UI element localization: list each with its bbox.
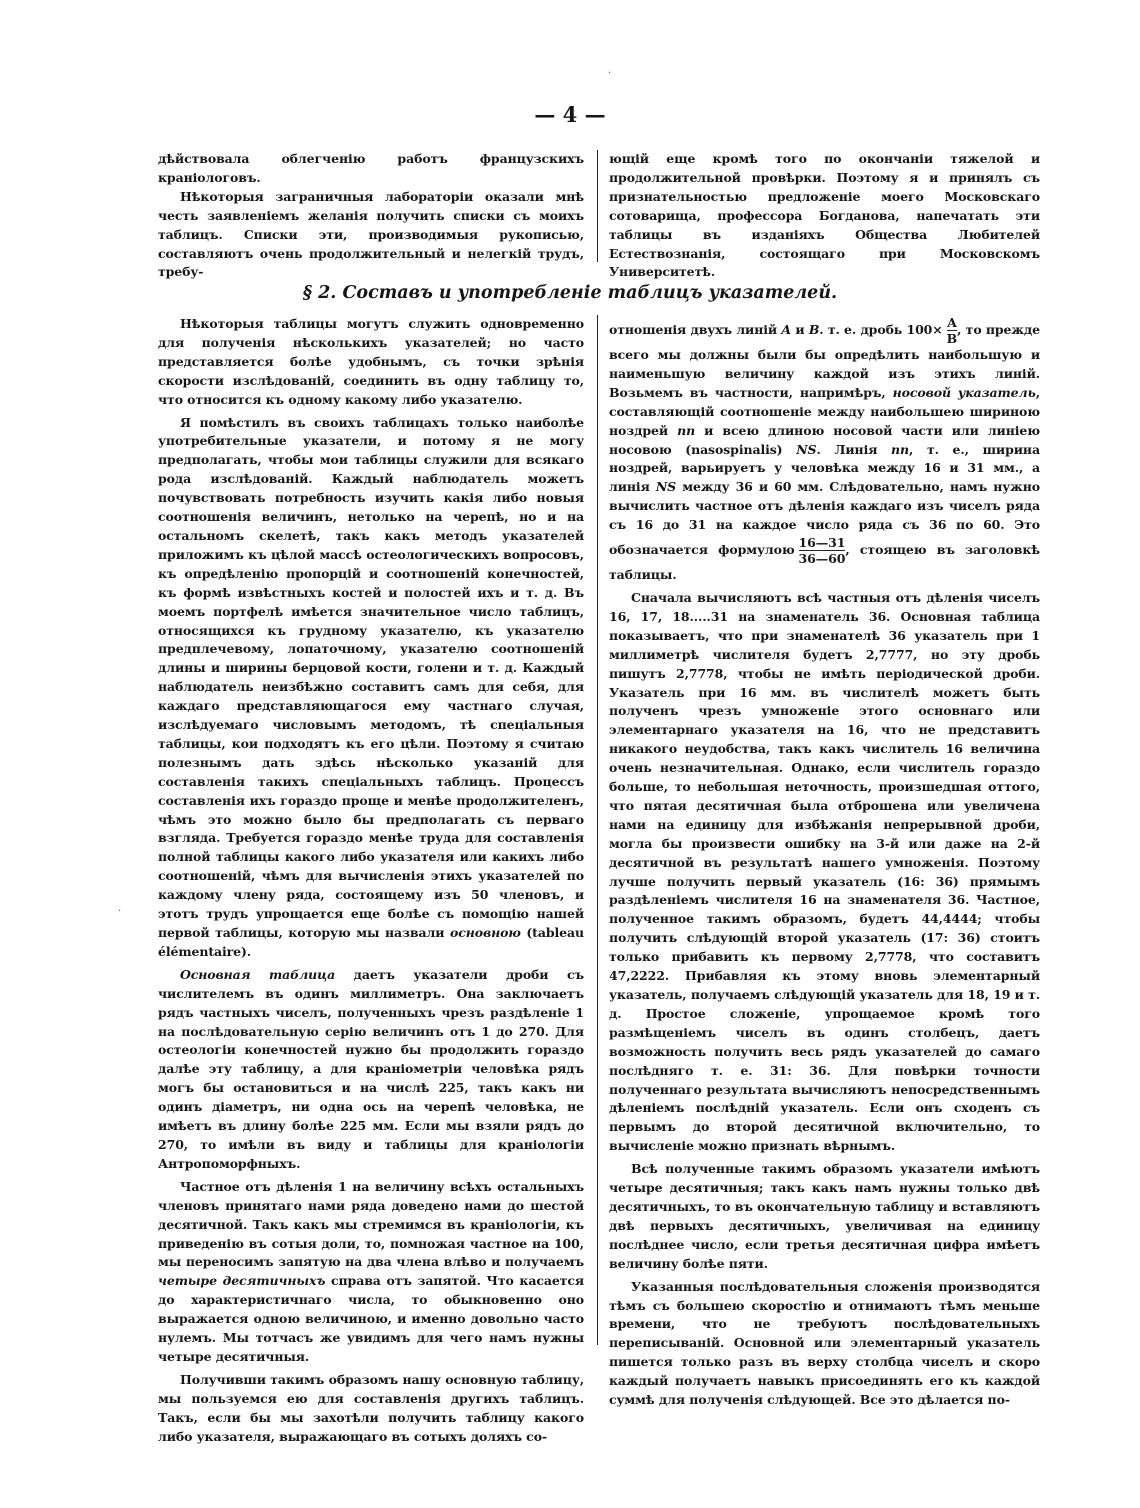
text-run: , составляющій соотношеніе между наибольшею шириною ноздрей <box>609 384 1040 438</box>
paragraph <box>158 1178 584 1367</box>
text-run: т. е. дробь 100× <box>827 322 943 337</box>
right-column <box>609 315 1040 1410</box>
text-run: , то прежде всего мы должны были бы опредѣлить наибольшую и наименьшую величину каждой изъ этихъ линій. Возьмемъ въ частности, напримѣръ, <box>609 322 1041 400</box>
paragraph <box>158 414 584 962</box>
text-run: , т. е., ширина ноздрей, варьируетъ у человѣка между 16 и 31 мм., а линія <box>609 441 1040 495</box>
text-run: , стоящею въ заголовкѣ таблицы. <box>609 542 1040 583</box>
fraction-range <box>799 535 846 566</box>
text-run: справа отъ запятой. Что касается до характеристичнаго числа, то обыкновенно оно выражается одною величиною, и именно довольно часто нулемъ. Мы тотчасъ же увидимъ для чего намъ нужны четыре десятичныя. <box>158 1273 584 1364</box>
page-number: — 4 — <box>534 102 606 127</box>
italic-term: Основная таблица <box>180 966 336 982</box>
text-run: Я помѣстилъ въ своихъ таблицахъ только наиболѣе употребительные указатели, и потому я не могу предполагать, чтобы мои таблицы служили для всякаго рода изслѣдованій. Каждый наблюдатель можетъ почувствовать потребность изучить какія либо новыя соотношенія величинъ, нетолько на черепѣ, но и на остальномъ скелетѣ, такъ какъ методъ указателей приложимъ къ цѣлой массѣ остеологическихъ вопросовъ, къ опредѣленію пропорцій и соотношеній конечностей, къ формѣ извѣстныхъ костей и полостей ихъ и т. д. Въ моемъ портфелѣ имѣется значительное число таблицъ, относящихся къ грудному указателю, къ указателю предплечевому, лопаточному, указателю соотношеній длины и ширины берцовой кости, голени и т. д. Каждый наблюдатель неизбѣжно составитъ самъ для себя, для каждаго представляющагося ему частнаго случая, изслѣдуемаго числовымъ методомъ, тѣ спеціальныя таблицы, кои подходятъ къ его цѣли. Поэтому я считаю полезнымъ дать здѣсь нѣсколько указаній для составленія такихъ спеціальныхъ таблицъ. Процессъ составленія ихъ гораздо проще и менѣе продолжителенъ, чѣмъ это можно было бы предполагать съ перваго взгляда. Требуется гораздо менѣе труда для составленія полной таблицы какого либо указателя или какихъ либо соотношеній, чѣмъ для вычисленія этихъ указателей по каждому члену ряда, состоящему изъ 50 членовъ, и этотъ трудъ упрощается еще болѣе съ помощію нашей первой таблицы, которую мы назвали <box>158 414 584 940</box>
variable: B <box>808 322 820 337</box>
scan-speck: · <box>608 68 612 79</box>
variable: NS <box>655 479 677 495</box>
italic-term: четыре десятичныхъ <box>158 1273 326 1289</box>
italic-term: носовой указатель <box>892 384 1036 400</box>
fraction-numerator: 16—31 <box>798 535 846 551</box>
paragraph <box>158 966 584 1174</box>
column-divider <box>597 315 598 1345</box>
paragraph: Получивши такимъ образомъ нашу основную таблицу, мы пользуемся ею для составленія другихъ таблицъ. Такъ, если бы мы захотѣли получить таблицу какого либо указателя, выражающаго въ сотыхъ доляхъ со- <box>158 1371 584 1444</box>
paragraph: отношенія двухъ линій A и B. т. е. дробь 100× $\frac{A}{B}$ , то прежде всего мы должны были бы опредѣлить наибольшую и наименьшую величину каждой изъ этихъ линій. Возьмемъ въ частности, напримѣръ, носовой указатель, составляющій соотношеніе между наибольшею шириною ноздрей nn и всею длиною носовой части или линіею носовою (nasospinalis) NS. Линія nn, т. е., ширина ноздрей, варьируетъ у человѣка между 16 и 31 мм., а линія NS между 36 и 60 мм. Слѣдовательно, намъ нужно вычислить частное отъ дѣленія каждаго изъ чиселъ ряда съ 16 до 31 на каждое число ряда съ 36 по 60. Это обозначается формулою $\frac{16—31}{36—60}$ , стоящею въ заголовкѣ таблицы. <box>609 315 1041 583</box>
text-run: и всею длиною носовой части или линіею носовою (nasospinalis) <box>609 422 1040 457</box>
italic-term: основною <box>449 925 521 940</box>
text-run: даетъ указатели дроби съ числителемъ въ одинъ миллиметръ. Она заключаетъ рядъ частныхъ чиселъ, полученныхъ чрезъ раздѣленіе 1 на послѣдовательную серію величинъ отъ 1 до 270. Для остеологіи конечностей нужно бы продолжить гораздо далѣе эту таблицу, а для краніометріи человѣка рядъ могъ бы остановиться и на числѣ 225, такъ какъ ни одинъ діаметръ, ни одна ось на черепѣ человѣка, не имѣетъ въ длину болѣе 225 мм. Если мы взяли рядъ до 270, то имѣли въ виду и таблицы для краніологіи Антропоморфныхъ. <box>158 966 584 1171</box>
variable: nn <box>891 441 910 457</box>
paragraph: ющій еще кромѣ того по окончаніи тяжелой и продолжительной провѣрки. Поэтому я и принялъ съ признательностью предложеніе моего Московскаго сотоварища, профессора Богданова, напечатать эти таблицы въ изданіяхъ Общества Любителей Естествознанія, состоящаго при Московскомъ Университетѣ. <box>609 151 1040 280</box>
paragraph: Указанныя послѣдовательныя сложенія производятся тѣмъ съ большею скоростію и отнимаютъ тѣмъ меньше времени, что не требуютъ послѣдовательныхъ переписываній. Основной или элементарный указатель пишется только разъ въ верху столбца чиселъ и скоро каждый получаетъ навыкъ присоединять его къ каждой суммѣ для полученія слѣдующей. Все это дѣлается по- <box>609 1278 1040 1408</box>
variable: NS <box>796 441 817 457</box>
paragraph: дѣйствовала облегченію работъ французскихъ краніологовъ. <box>158 151 584 185</box>
top-left-column <box>158 150 584 282</box>
fraction-denominator: 36—60 <box>798 551 846 567</box>
text-run: между 36 и 60 мм. Слѣдовательно, намъ нужно вычислить частное отъ дѣленія каждаго изъ чиселъ ряда съ 16 до 31 на каждое число ряда съ 36 по 60. Это обозначается формулою <box>609 479 1040 558</box>
paragraph: Всѣ полученные такимъ образомъ указатели имѣютъ четыре десятичныя; такъ какъ намъ нужны только двѣ десятичныхъ, то въ окончательную таблицу и вставляютъ двѣ первыхъ десятичныхъ, увеличивая на единицу послѣднее число, если третья десятичная цифра имѣетъ величину болѣе пяти. <box>609 1161 1040 1271</box>
left-column <box>158 315 584 1446</box>
section-title: § 2. Составъ и употребленіе таблицъ указателей. <box>302 283 838 303</box>
fraction-a-over-b <box>947 315 957 346</box>
paragraph: Сначала вычисляютъ всѣ частныя отъ дѣленія чиселъ 16, 17, 18.....31 на знаменатель 36. Основная таблица показываетъ, что при знаменателѣ 36 указатель при 1 миллиметрѣ числителя будетъ 2,7777, но эту дробь пишутъ 2,7778, чтобы не имѣть періодической дроби. Указатель при 16 мм. въ числителѣ можетъ быть полученъ чрезъ умноженіе этого основнаго или элементарнаго указателя на 16, что не представитъ никакого неудобства, такъ какъ числитель 16 величина очень незначительная. Однако, если числитель гораздо больше, то небольшая неточность, произшедшая оттого, что пятая десятичная была отброшена или увеличена нами на единицу для избѣжанія непрерывной дроби, могла бы произвести ошибку на 3-й или даже на 2-й десятичной въ результатѣ нашего умноженія. Поэтому лучше получить первый указатель (16: 36) прямымъ раздѣленіемъ числителя 16 на знаменателя 36. Частное, полученное такимъ образомъ, будетъ 44,4444; чтобы получить слѣдующій второй указатель (17: 36) стоитъ только прибавить къ первому 2,7778, что составитъ 47,2222. Прибавляя къ этому вновь элементарный указатель, получаемъ слѣдующій указатель для 18, 19 и т. д. Простое сложеніе, упрощаемое кромѣ того размѣщеніемъ чиселъ въ одинъ столбецъ, даетъ возможность получить весь рядъ указателей до самаго послѣдняго т. е. 31: 36. Для повѣрки точности полученнаго результата вычисляютъ непосредственнымъ дѣленіемъ послѣдній указатель. Если онъ сходенъ съ первымъ до второй десятичной включительно, то вычисленіе можно признать вѣрнымъ. <box>609 589 1040 1154</box>
fraction-denominator: B <box>946 331 958 346</box>
text-run: (tableau élémentaire). <box>158 925 584 959</box>
variable: A <box>781 322 792 337</box>
text-run: и <box>795 322 805 337</box>
top-right-column <box>609 150 1040 282</box>
text-run: отношенія двухъ линій <box>609 322 778 337</box>
text-run: . Линія <box>816 441 878 457</box>
paragraph: Нѣкоторыя таблицы могутъ служить одновременно для полученія нѣсколькихъ указателей; но часто представляется болѣе удобнымъ, съ точки зрѣнія скорости изслѣдованій, соединить въ одну таблицу то, что относится къ одному какому либо указателю. <box>158 316 584 407</box>
fraction-numerator: A <box>947 315 957 330</box>
text-run: Частное отъ дѣленія 1 на величину всѣхъ остальныхъ членовъ принятаго нами ряда доведено нами до шестой десятичной. Такъ какъ мы стремимся въ краніологіи, къ приведенію въ сотыя доли, то, помножая частное на 100, мы переносимъ запятую на два члена влѣво и получаемъ <box>158 1178 584 1270</box>
variable: nn <box>677 422 696 438</box>
paragraph: Нѣкоторыя заграничныя лабораторіи оказали мнѣ честь заявленіемъ желанія получить списки съ моихъ таблицъ. Списки эти, производимыя рукописью, составляютъ очень продолжительный и нелегкій трудъ, требу- <box>158 188 584 280</box>
scan-speck: · <box>118 906 122 917</box>
column-divider <box>597 150 598 262</box>
